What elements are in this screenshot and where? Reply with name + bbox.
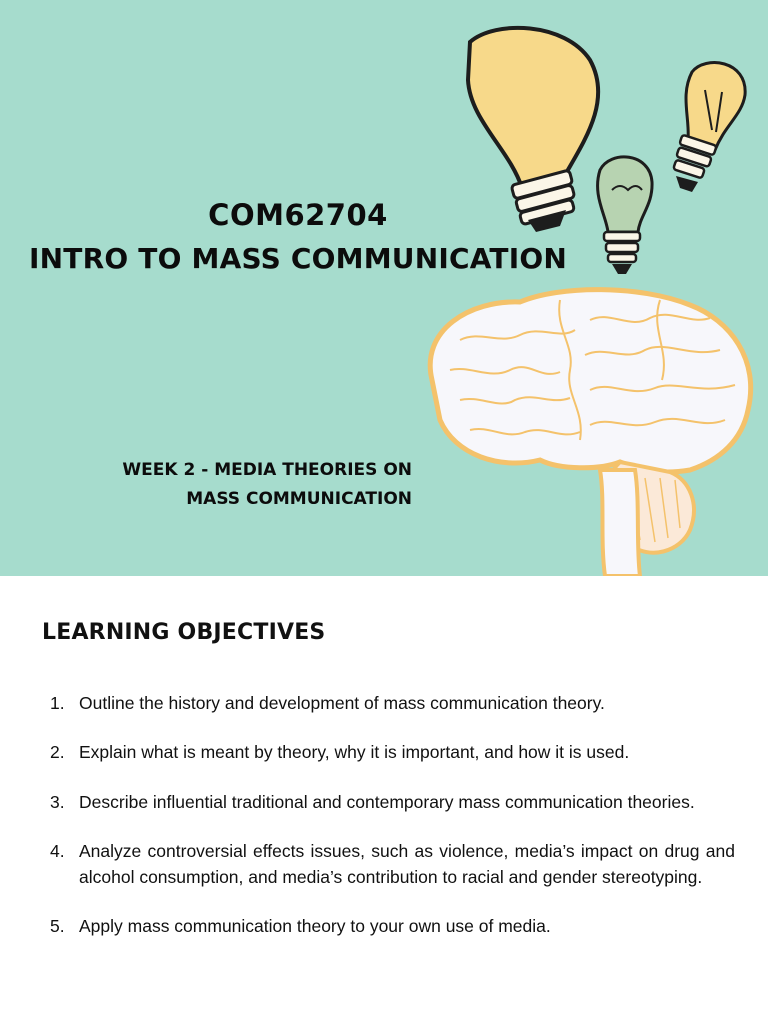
objective-text: Describe influential traditional and contemporary mass communication theories.	[79, 792, 695, 812]
course-title: INTRO TO MASS COMMUNICATION	[29, 242, 567, 275]
learning-objectives-heading: LEARNING OBJECTIVES	[42, 620, 326, 645]
objectives-list	[50, 690, 735, 939]
week-subtitle-line-1: WEEK 2 - MEDIA THEORIES ON	[122, 460, 412, 480]
objective-item	[50, 913, 735, 939]
objective-item	[50, 739, 735, 765]
course-code: COM62704	[208, 198, 388, 232]
objective-text: Explain what is meant by theory, why it is important, and how it is used.	[79, 742, 630, 762]
objective-text: Analyze controversial effects issues, such as violence, media’s impact on drug and alcohol consumption, and media’s contribution to racial and gender stereotyping.	[79, 841, 735, 887]
objective-text: Apply mass communication theory to your own use of media.	[79, 916, 551, 936]
green-lightbulb-icon	[598, 157, 653, 274]
objective-number: 2.	[50, 742, 65, 762]
small-lightbulb-icon	[673, 63, 745, 192]
objective-item	[50, 838, 735, 890]
objective-number: 4.	[50, 841, 65, 861]
objective-item	[50, 789, 735, 815]
objective-number: 3.	[50, 792, 65, 812]
week-subtitle-line-2: MASS COMMUNICATION	[186, 489, 412, 509]
objective-text: Outline the history and development of mass communication theory.	[79, 693, 605, 713]
brain-icon	[430, 290, 750, 576]
objective-number: 1.	[50, 693, 65, 713]
objective-item	[50, 690, 735, 716]
objective-number: 5.	[50, 916, 65, 936]
week-subtitle	[122, 456, 412, 514]
